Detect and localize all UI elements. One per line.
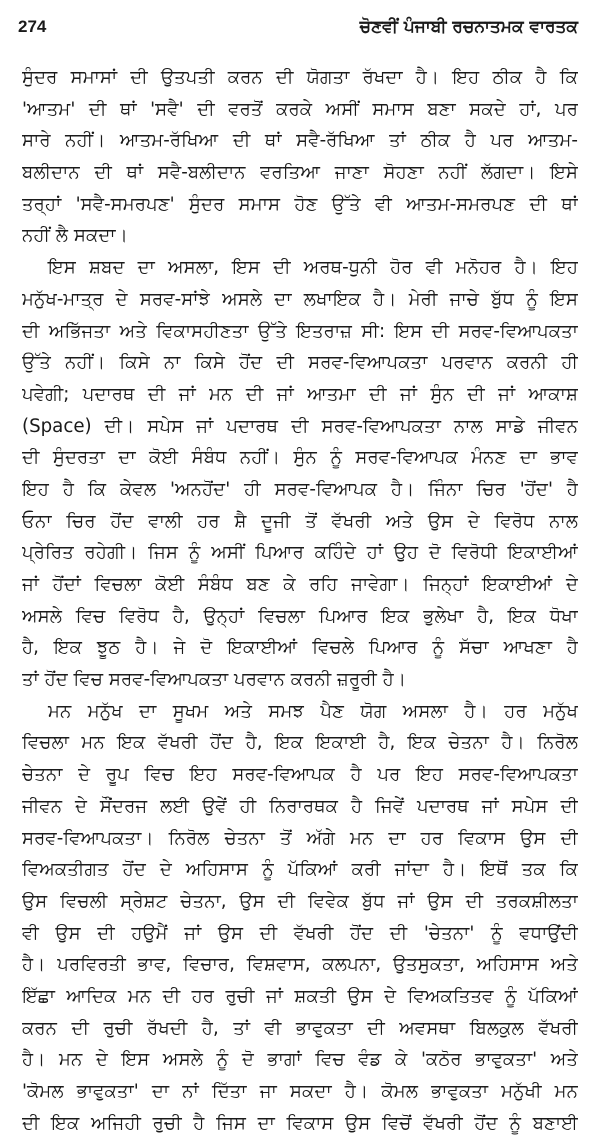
text-line: ਸੁੰਦਰ ਸਮਾਸਾਂ ਦੀ ਉਤਪਤੀ ਕਰਨ ਦੀ ਯੋਗਤਾ ਰੱਖਦਾ ਹੈ। ਇਹ ਠੀਕ ਹੈ ਕਿ [22,67,578,88]
text-line: ਵਿਚਲਾ ਮਨ ਇਕ ਵੱਖਰੀ ਹੋਂਦ ਹੈ, ਇਕ ਇਕਾਈ ਹੈ, ਇਕ ਚੇਤਨਾ ਹੈ। ਨਿਰੋਲ [22,732,578,754]
page-number: 274 [18,17,47,36]
text-line: ਇੱਛਾ ਆਦਿਕ ਮਨ ਦੀ ਹਰ ਰੁਚੀ ਜਾਂ ਸ਼ਕਤੀ ਉਸ ਦੇ ਵਿਅਕਤਿਤਵ ਨੂੰ ਪੱਕਿਆਂ [22,985,578,1007]
text-line: ਕਰਨ ਦੀ ਰੁਚੀ ਰੱਖਦੀ ਹੈ, ਤਾਂ ਵੀ ਭਾਵੁਕਤਾ ਦੀ ਅਵਸਥਾ ਬਿਲਕੁਲ ਵੱਖਰੀ [22,1017,578,1039]
text-line: ਵਿਅਕਤੀਗਤ ਹੋਂਦ ਦੇ ਅਹਿਸਾਸ ਨੂੰ ਪੱਕਿਆਂ ਕਰੀ ਜਾਂਦਾ ਹੈ। ਇਥੋਂ ਤਕ ਕਿ [22,859,578,881]
text-line: ਉੱਤੇ ਨਹੀਂ। ਕਿਸੇ ਨਾ ਕਿਸੇ ਹੋਂਦ ਦੀ ਸਰਵ-ਵਿਆਪਕਤਾ ਪਰਵਾਨ ਕਰਨੀ ਹੀ [22,352,578,374]
running-head [18,10,578,44]
text-line: ਤਾਂ ਹੋਂਦ ਵਿਚ ਸਰਵ-ਵਿਆਪਕਤਾ ਪਰਵਾਨ ਕਰਨੀ ਜ਼ਰੂਰੀ ਹੈ। [22,669,407,691]
text-line: ਵੀ ਉਸ ਦੀ ਹਉਮੈਂ ਜਾਂ ਉਸ ਦੀ ਵੱਖਰੀ ਹੋਂਦ ਦੀ 'ਚੇਤਨਾ' ਨੂੰ ਵਧਾਉਂਦੀ [22,922,578,944]
text-line: ਅਸਲੇ ਵਿਚ ਵਿਰੋਧ ਹੈ, ਉਨ੍ਹਾਂ ਵਿਚਲਾ ਪਿਆਰ ਇਕ ਭੁਲੇਖਾ ਹੈ, ਇਕ ਧੋਖਾ [22,605,578,627]
text-line: (Space) ਦੀ। ਸਪੇਸ ਜਾਂ ਪਦਾਰਥ ਦੀ ਸਰਵ-ਵਿਆਪਕਤਾ ਨਾਲ ਸਾਡੇ ਜੀਵਨ [22,415,578,437]
text-line: 'ਕੋਮਲ ਭਾਵੁਕਤਾ' ਦਾ ਨਾਂ ਦਿੱਤਾ ਜਾ ਸਕਦਾ ਹੈ। ਕੋਮਲ ਭਾਵੁਕਤਾ ਮਨੁੱਖੀ ਮਨ [22,1081,578,1102]
paragraph-start-line: ਮਨ ਮਨੁੱਖ ਦਾ ਸੂਖਮ ਅਤੇ ਸਮਝ ਪੈਣ ਯੋਗ ਅਸਲਾ ਹੈ। ਹਰ ਮਨੁੱਖ [48,700,578,722]
text-line: ਹੈ, ਇਕ ਝੂਠ ਹੈ। ਜੇ ਦੋ ਇਕਾਈਆਂ ਵਿਚਲੇ ਪਿਆਰ ਨੂੰ ਸੱਚਾ ਆਖਣਾ ਹੈ [22,637,578,659]
text-line: 'ਆਤਮ' ਦੀ ਥਾਂ 'ਸਵੈ' ਦੀ ਵਰਤੋਂ ਕਰਕੇ ਅਸੀਂ ਸਮਾਸ ਬਣਾ ਸਕਦੇ ਹਾਂ, ਪਰ [22,98,578,120]
text-line: ਬਲੀਦਾਨ ਦੀ ਥਾਂ ਸਵੈ-ਬਲੀਦਾਨ ਵਰਤਿਆ ਜਾਣਾ ਸੋਹਣਾ ਨਹੀਂ ਲੱਗਦਾ। ਇਸੇ [22,162,578,184]
text-line: ਜਾਂ ਹੋਂਦਾਂ ਵਿਚਲਾ ਕੋਈ ਸੰਬੰਧ ਬਣ ਕੇ ਰਹਿ ਜਾਵੇਗਾ। ਜਿਨ੍ਹਾਂ ਇਕਾਈਆਂ ਦੇ [22,574,578,595]
text-line: ਹੈ। ਪਰਵਿਰਤੀ ਭਾਵ, ਵਿਚਾਰ, ਵਿਸ਼ਵਾਸ, ਕਲਪਨਾ, ਉਤਸੁਕਤਾ, ਅਹਿਸਾਸ ਅਤੇ [22,954,578,976]
text-line: ਹੈ। ਮਨ ਦੇ ਇਸ ਅਸਲੇ ਨੂੰ ਦੋ ਭਾਗਾਂ ਵਿਚ ਵੰਡ ਕੇ 'ਕਠੋਰ ਭਾਵੁਕਤਾ' ਅਤੇ [22,1049,578,1071]
text-line: ਸਰਵ-ਵਿਆਪਕਤਾ। ਨਿਰੋਲ ਚੇਤਨਾ ਤੋਂ ਅੱਗੇ ਮਨ ਦਾ ਹਰ ਵਿਕਾਸ ਉਸ ਦੀ [22,827,578,849]
text-line: ਮਨੁੱਖ-ਮਾਤ੍ਰ ਦੇ ਸਰਵ-ਸਾਂਝੇ ਅਸਲੇ ਦਾ ਲਖਾਇਕ ਹੈ। ਮੇਰੀ ਜਾਚੇ ਬੁੱਧ ਨੂੰ ਇਸ [22,288,578,310]
text-line: ਪਵੇਗੀ; ਪਦਾਰਥ ਦੀ ਜਾਂ ਮਨ ਦੀ ਜਾਂ ਆਤਮਾ ਦੀ ਜਾਂ ਸੁੰਨ ਦੀ ਜਾਂ ਆਕਾਸ਼ [22,383,578,405]
text-line: ਇਹ ਹੈ ਕਿ ਕੇਵਲ 'ਅਨਹੋਂਦ' ਹੀ ਸਰਵ-ਵਿਆਪਕ ਹੈ। ਜਿੰਨਾ ਚਿਰ 'ਹੋਂਦ' ਹੈ [22,478,578,500]
paragraph-start-line: ਇਸ ਸ਼ਬਦ ਦਾ ਅਸਲਾ, ਇਸ ਦੀ ਅਰਥ-ਧੁਨੀ ਹੋਰ ਵੀ ਮਨੋਹਰ ਹੈ। ਇਹ [48,257,578,279]
text-line: ਨਹੀਂ ਲੈ ਸਕਦਾ। [22,225,128,247]
text-line: ਜੀਵਨ ਦੇ ਸੌਂਦਰਜ ਲਈ ਉਵੇਂ ਹੀ ਨਿਰਾਰਥਕ ਹੈ ਜਿਵੇਂ ਪਦਾਰਥ ਜਾਂ ਸਪੇਸ ਦੀ [22,795,578,817]
text-line: ਉਸ ਵਿਚਲੀ ਸ੍ਰੇਸ਼ਟ ਚੇਤਨਾ, ਉਸ ਦੀ ਵਿਵੇਕ ਬੁੱਧ ਜਾਂ ਉਸ ਦੀ ਤਰਕਸ਼ੀਲਤਾ [22,890,578,912]
running-title: ਚੋਣਵੀਂ ਪੰਜਾਬੀ ਰਚਨਾਤਮਕ ਵਾਰਤਕ [359,17,578,37]
text-line: ਪ੍ਰੇਰਿਤ ਰਹੇਗੀ। ਜਿਸ ਨੂੰ ਅਸੀਂ ਪਿਆਰ ਕਹਿੰਦੇ ਹਾਂ ਉਹ ਦੋ ਵਿਰੋਧੀ ਇਕਾਈਆਂ [22,542,578,564]
body-text [22,62,578,1139]
text-line: ਓਨਾ ਚਿਰ ਹੋਂਦ ਵਾਲੀ ਹਰ ਸ਼ੈ ਦੂਜੀ ਤੋਂ ਵੱਖਰੀ ਅਤੇ ਉਸ ਦੇ ਵਿਰੋਧ ਨਾਲ [22,510,578,532]
text-line: ਦੀ ਅਭਿੱਜਤਾ ਅਤੇ ਵਿਕਾਸਹੀਣਤਾ ਉੱਤੇ ਇਤਰਾਜ਼ ਸੀ: ਇਸ ਦੀ ਸਰਵ-ਵਿਆਪਕਤਾ [22,320,578,342]
text-line: ਸਾਰੇ ਨਹੀਂ। ਆਤਮ-ਰੱਖਿਆ ਦੀ ਥਾਂ ਸਵੈ-ਰੱਖਿਆ ਤਾਂ ਠੀਕ ਹੈ ਪਰ ਆਤਮ- [22,130,578,152]
text-line: ਦੀ ਸੁੰਦਰਤਾ ਦਾ ਕੋਈ ਸੰਬੰਧ ਨਹੀਂ। ਸੁੰਨ ਨੂੰ ਸਰਵ-ਵਿਆਪਕ ਮੰਨਣ ਦਾ ਭਾਵ [22,447,578,469]
text-line: ਤਰ੍ਹਾਂ 'ਸਵੈ-ਸਮਰਪਣ' ਸੁੰਦਰ ਸਮਾਸ ਹੋਣ ਉੱਤੇ ਵੀ ਆਤਮ-ਸਮਰਪਣ ਦੀ ਥਾਂ [22,193,578,215]
text-line: ਚੇਤਨਾ ਦੇ ਰੂਪ ਵਿਚ ਇਹ ਸਰਵ-ਵਿਆਪਕ ਹੈ ਪਰ ਇਹ ਸਰਵ-ਵਿਆਪਕਤਾ [22,764,578,786]
text-line: ਦੀ ਇਕ ਅਜਿਹੀ ਰੁਚੀ ਹੈ ਜਿਸ ਦਾ ਵਿਕਾਸ ਉਸ ਵਿਚੋਂ ਵੱਖਰੀ ਹੋਂਦ ਨੂੰ ਬਣਾਈ [22,1112,578,1134]
